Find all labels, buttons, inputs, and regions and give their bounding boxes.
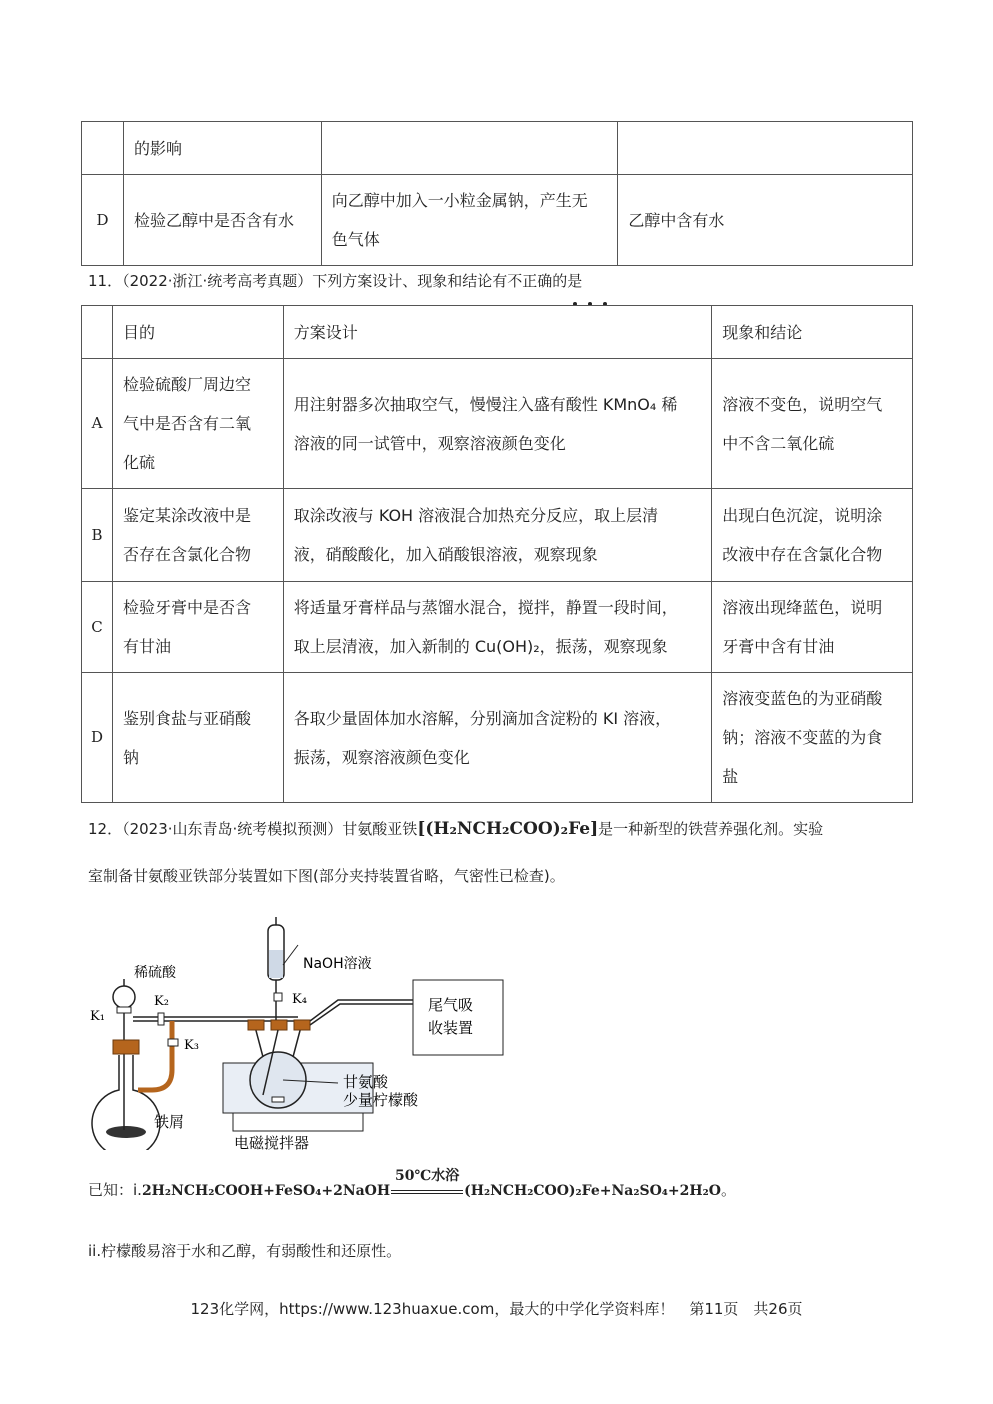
- cell-line: 钠；溶液不变蓝的为食: [722, 728, 883, 747]
- reaction-products: (H₂NCH₂COO)₂Fe+Na₂SO₄+2H₂O: [464, 1183, 721, 1199]
- table-row: [82, 175, 913, 266]
- cell-line: 否存在含氯化合物: [122, 545, 251, 564]
- option-cell: A: [82, 359, 113, 489]
- header-cell: [82, 306, 113, 359]
- cell-line: 鉴定某涂改液中是: [122, 506, 251, 525]
- table-row: [82, 673, 913, 803]
- table-continued: [81, 121, 913, 266]
- cell-line: 各取少量固体加水溶解，分别滴加含淀粉的 KI 溶液，: [293, 708, 672, 728]
- table-row: [82, 582, 913, 673]
- purpose-cell: [112, 673, 283, 803]
- label-citric-acid: 少量柠檬酸: [343, 1091, 419, 1109]
- cell-line: 液，硝酸酸化，加入硝酸银溶液，观察现象: [293, 545, 598, 564]
- option-cell: D: [82, 673, 113, 803]
- label-k1: K₁: [90, 1009, 105, 1024]
- cell-line: 溶液出现绛蓝色，说明: [722, 598, 883, 617]
- label-k2: K₂: [154, 994, 169, 1009]
- label-k4: K₄: [292, 992, 307, 1007]
- label-dilute-acid: 稀硫酸: [134, 965, 176, 981]
- known-prefix: 已知：i.: [88, 1181, 142, 1199]
- conclusion-cell: [712, 673, 913, 803]
- table-row: [82, 122, 913, 175]
- known-reaction: [88, 1167, 736, 1201]
- design-line: 向乙醇中加入一小粒金属钠，产生无: [331, 191, 588, 210]
- purpose-cell: 检验乙醇中是否含有水: [123, 175, 321, 266]
- cell-line: 钠: [122, 747, 139, 767]
- design-cell: [283, 489, 711, 582]
- design-line: 色气体: [331, 230, 380, 249]
- purpose-cell: [112, 582, 283, 673]
- cell-line: 盐: [722, 767, 739, 786]
- conclusion-cell: [618, 122, 913, 175]
- k4-valve: [274, 993, 282, 1001]
- cell-line: 改液中存在含氯化合物: [722, 545, 883, 564]
- reaction-condition: 50℃水浴: [394, 1167, 460, 1184]
- question-12-stem: [88, 819, 823, 839]
- header-cell: 现象和结论: [712, 306, 913, 359]
- cell-line: 检验牙膏中是否含: [122, 598, 251, 617]
- header-cell: 方案设计: [283, 306, 711, 359]
- apparatus-diagram: [88, 905, 508, 1150]
- cell-line: 取上层清液，加入新制的 Cu(OH)₂，振荡，观察现象: [293, 637, 668, 656]
- header-cell: 目的: [112, 306, 283, 359]
- iron-filings: [106, 1126, 146, 1138]
- question-11-table: [81, 305, 913, 803]
- reaction-reactants: 2H₂NCH₂COOH+FeSO₄+2NaOH: [141, 1183, 391, 1199]
- known-ii: ii.柠檬酸易溶于水和乙醇，有弱酸性和还原性。: [88, 1242, 402, 1260]
- cell-line: 气中是否含有二氧: [122, 414, 251, 433]
- reaction-end: 。: [720, 1181, 736, 1199]
- design-cell: [283, 673, 711, 803]
- stem-text: 12．（2023·山东青岛·统考模拟预测）甘氨酸亚铁: [88, 820, 418, 838]
- label-k3: K₃: [184, 1038, 199, 1053]
- conclusion-cell: [712, 582, 913, 673]
- reaction-arrow: [391, 1167, 463, 1201]
- label-iron-filings: 铁屑: [154, 1113, 185, 1131]
- cell-line: 化硫: [122, 453, 155, 472]
- option-cell: [82, 122, 124, 175]
- label-glycine: 甘氨酸: [343, 1073, 389, 1091]
- k3-valve: [168, 1039, 178, 1046]
- page-footer: 123化学网，https://www.123huaxue.com，最大的中学化学资料库！ 第11页 共26页: [190, 1300, 803, 1318]
- cell-line: 溶液的同一试管中，观察溶液颜色变化: [293, 433, 566, 453]
- cell-line: 有甘油: [122, 637, 171, 656]
- cell-line: 取涂改液与 KOH 溶液混合加热充分反应，取上层清: [293, 506, 659, 525]
- option-cell: C: [82, 582, 113, 673]
- design-cell: [283, 359, 711, 489]
- cell-line: 振荡，观察溶液颜色变化: [293, 747, 470, 767]
- question-12-stem-line2: 室制备甘氨酸亚铁部分装置如下图(部分夹持装置省略，气密性已检查)。: [88, 867, 565, 885]
- magnetic-stirrer: [233, 1113, 363, 1131]
- cell-line: 鉴别食盐与亚硝酸: [122, 708, 251, 728]
- cell-line: 用注射器多次抽取空气，慢慢注入盛有酸性 KMnO₄ 稀: [293, 394, 678, 414]
- design-cell: [321, 122, 618, 175]
- label-tail-gas-2: 收装置: [428, 1019, 474, 1037]
- conclusion-cell: 乙醇中含有水: [618, 175, 913, 266]
- label-naoh: NaOH溶液: [303, 956, 372, 972]
- table-header-row: [82, 306, 913, 359]
- table-row: [82, 489, 913, 582]
- chem-formula: [(H₂NCH₂COO)₂Fe]: [417, 819, 599, 839]
- label-stirrer: 电磁搅拌器: [234, 1134, 310, 1150]
- cell-line: 检验硫酸厂周边空: [122, 375, 251, 394]
- question-11-stem: 11．（2022·浙江·统考高考真题）下列方案设计、现象和结论有不正确的是: [88, 272, 583, 290]
- cell-line: 中不含二氧化硫: [722, 433, 835, 453]
- tail-gas-box: [413, 980, 503, 1055]
- design-cell: [283, 582, 711, 673]
- option-cell: B: [82, 489, 113, 582]
- flask-stopper: [113, 1040, 139, 1054]
- conclusion-cell: [712, 359, 913, 489]
- purpose-cell: [112, 489, 283, 582]
- stem-text: 是一种新型的铁营养强化剂。实验: [598, 820, 824, 838]
- cell-line: 溶液不变色，说明空气: [722, 394, 883, 414]
- purpose-cell: [112, 359, 283, 489]
- cell-line: 牙膏中含有甘油: [722, 637, 835, 656]
- label-tail-gas-1: 尾气吸: [428, 996, 474, 1014]
- design-cell: [321, 175, 618, 266]
- k2-valve: [158, 1013, 164, 1025]
- rubber-tube: [138, 1021, 172, 1090]
- purpose-cell: 的影响: [123, 122, 321, 175]
- cell-line: 将适量牙膏样品与蒸馏水混合，搅拌，静置一段时间，: [293, 598, 678, 617]
- k1-valve: [117, 1007, 131, 1013]
- conclusion-cell: [712, 489, 913, 582]
- option-cell: D: [82, 175, 124, 266]
- cell-line: 溶液变蓝色的为亚硝酸: [722, 689, 883, 708]
- cell-line: 出现白色沉淀，说明涂: [722, 506, 883, 525]
- table-row: [82, 359, 913, 489]
